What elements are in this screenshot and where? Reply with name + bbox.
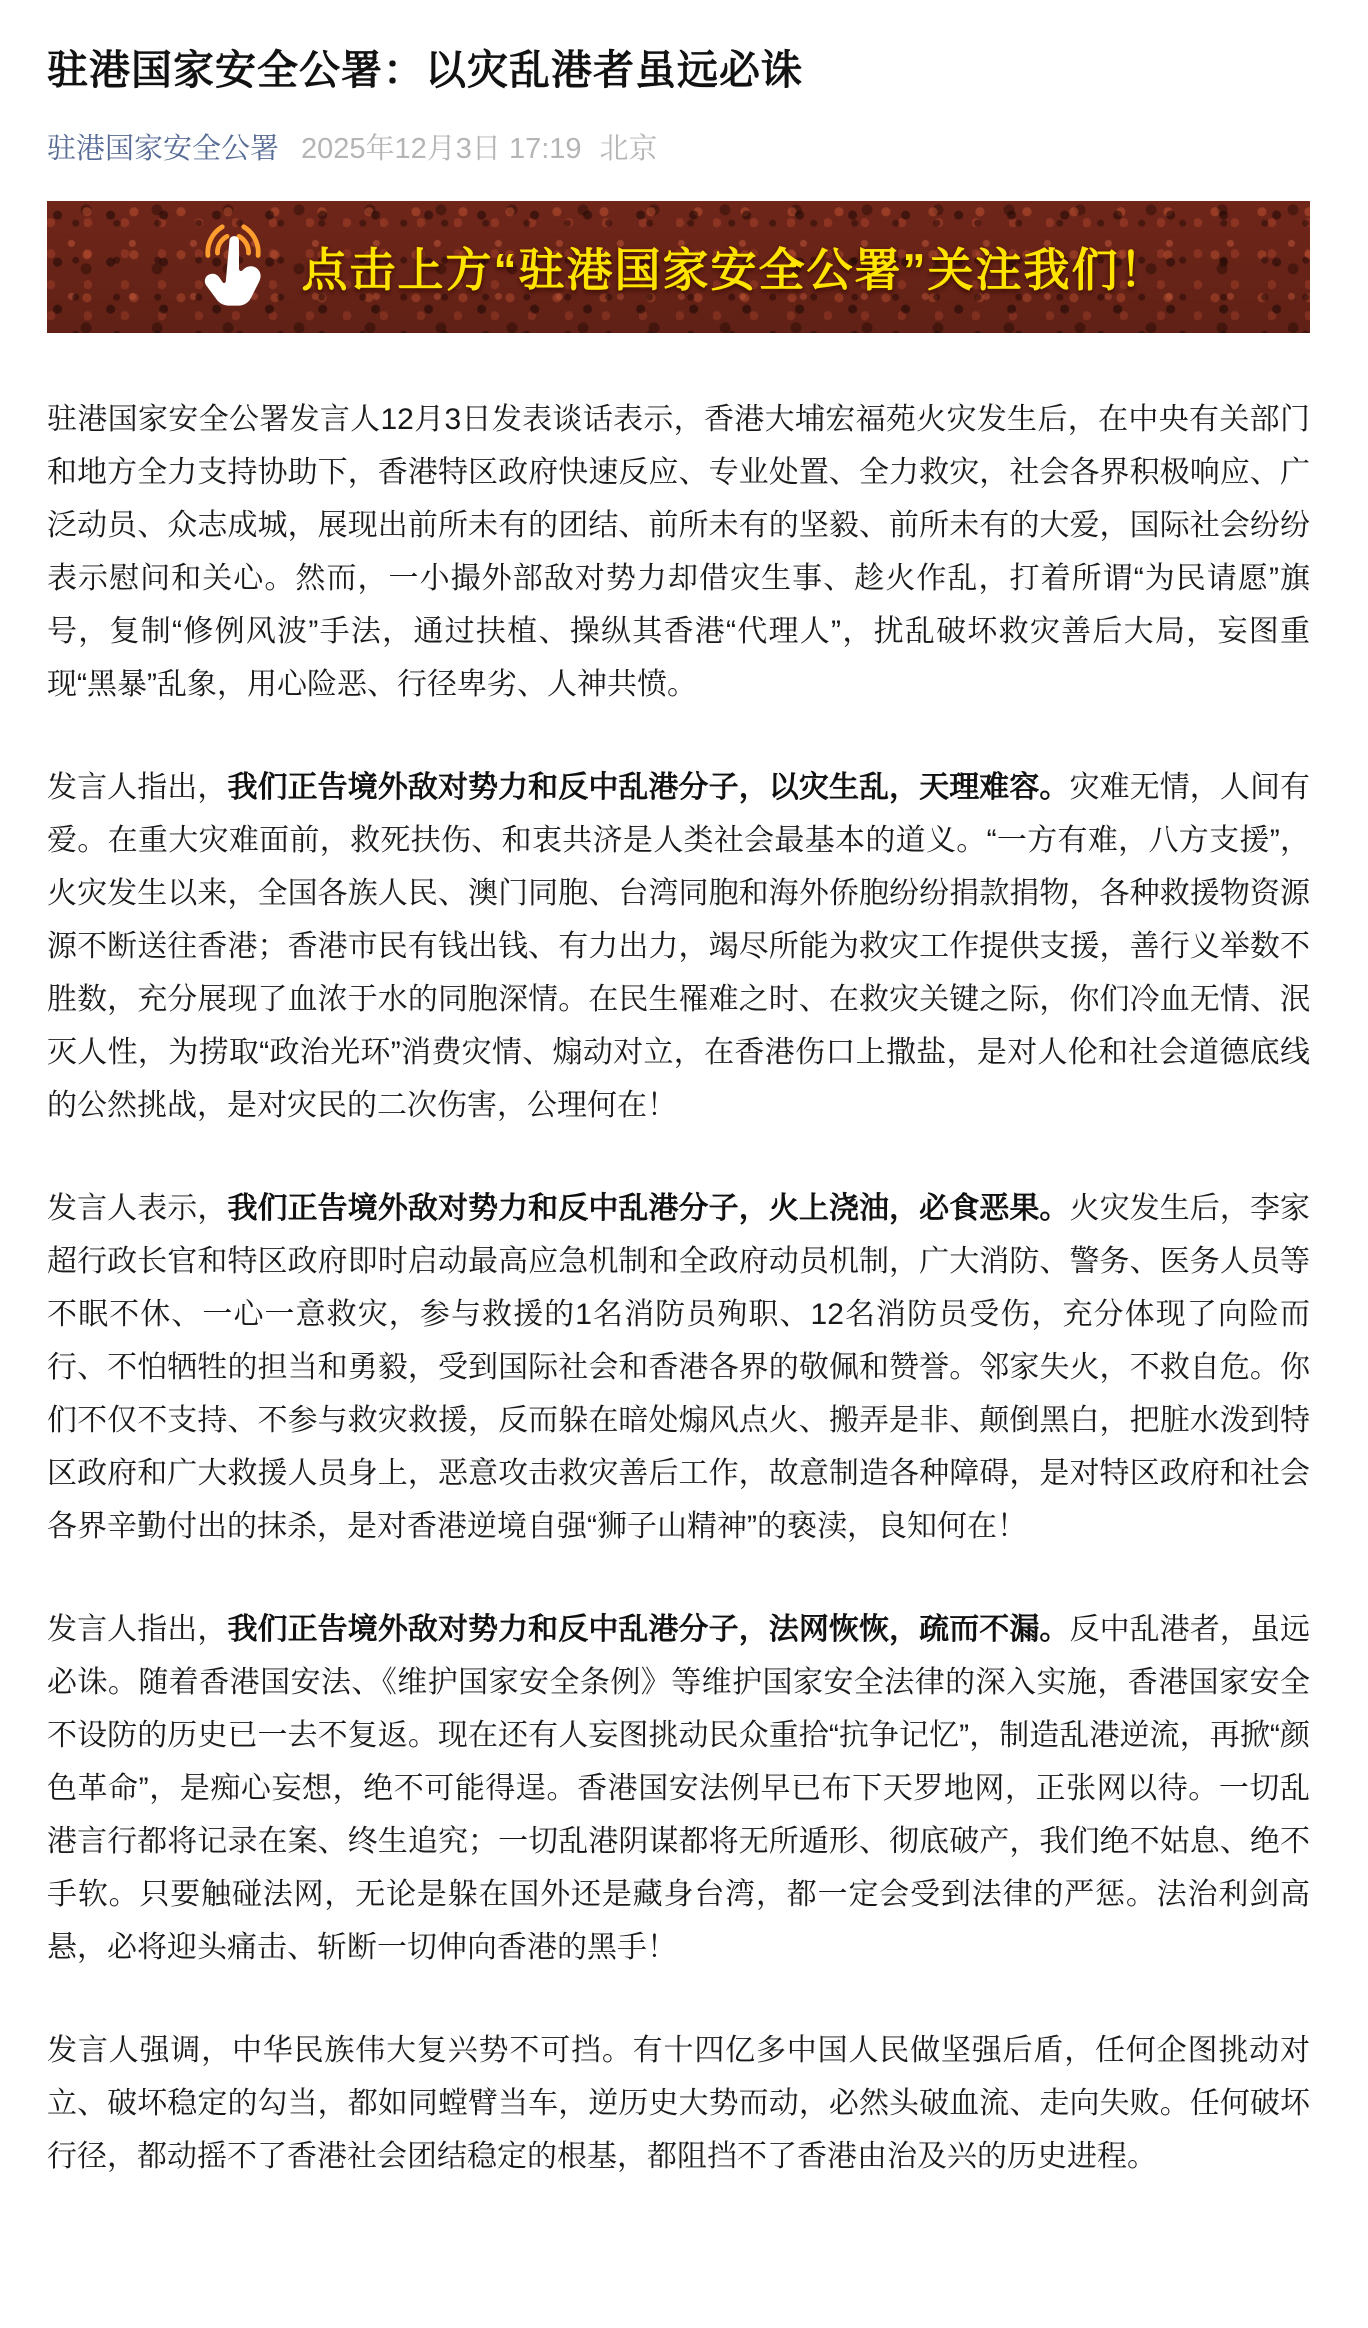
emphasis-text: 我们正告境外敌对势力和反中乱港分子，火上浇油，必食恶果。	[227, 1192, 1070, 1226]
article-paragraph	[47, 761, 1310, 1132]
article-title: 驻港国家安全公署：以灾乱港者虽远必诛	[47, 47, 803, 93]
body-text: 反中乱港者，虽远必诛。随着香港国安法、《维护国家安全条例》等维护国家安全法律的深入实施，香港国家安全不设防的历史已一去不复返。现在还有人妄图挑动民众重拾“抗争记忆”，制造乱港逆流，再掀“颜色革命”，是痴心妄想，绝不可能得逞。香港国安法例早已布下天罗地网，正张网以待。一切乱港言行都将记录在案、终生追究；一切乱港阴谋都将无所遁形、彻底破产，我们绝不姑息、绝不手软。只要触碰法网，无论是躲在国外还是藏身台湾，都一定会受到法律的严惩。法治利剑高悬，必将迎头痛击、斩断一切伸向香港的黑手！	[47, 1613, 1311, 1965]
body-text: 发言人强调，中华民族伟大复兴势不可挡。有十四亿多中国人民做坚强后盾，任何企图挑动对立、破坏稳定的勾当，都如同螳臂当车，逆历史大势而动，必然头破血流、走向失败。任何破坏行径，都动摇不了香港社会团结稳定的根基，都阻挡不了香港由治及兴的历史进程。	[47, 2034, 1310, 2174]
tap-hand-icon	[190, 217, 276, 313]
body-text: 发言人指出，	[47, 1613, 228, 1647]
emphasis-text: 我们正告境外敌对势力和反中乱港分子，法网恢恢，疏而不漏。	[227, 1613, 1070, 1647]
article-body	[47, 393, 1310, 2183]
body-text: 发言人表示，	[47, 1192, 228, 1226]
body-text: 发言人指出，	[47, 771, 228, 805]
article-paragraph	[47, 1603, 1310, 1974]
emphasis-text: 我们正告境外敌对势力和反中乱港分子，以灾生乱，天理难容。	[227, 771, 1070, 805]
article-paragraph	[47, 1182, 1310, 1553]
account-link[interactable]: 驻港国家安全公署	[47, 133, 280, 166]
body-text: 驻港国家安全公署发言人12月3日发表谈话表示，香港大埔宏福苑火灾发生后，在中央有关部门和地方全力支持协助下，香港特区政府快速反应、专业处置、全力救灾，社会各界积极响应、广泛动员、众志成城，展现出前所未有的团结、前所未有的坚毅、前所未有的大爱，国际社会纷纷表示慰问和关心。然而，一小撮外部敌对势力却借灾生事、趁火作乱，打着所谓“为民请愿”旗号，复制“修例风波”手法，通过扶植、操纵其香港“代理人”，扰乱破坏救灾善后大局，妄图重现“黑暴”乱象，用心险恶、行径卑劣、人神共愤。	[47, 403, 1310, 702]
publish-location: 北京	[599, 133, 658, 166]
article-paragraph	[47, 393, 1310, 711]
follow-banner[interactable]	[47, 201, 1310, 333]
article-meta	[47, 126, 1310, 167]
body-text: 火灾发生后，李家超行政长官和特区政府即时启动最高应急机制和全政府动员机制，广大消防、警务、医务人员等不眠不休、一心一意救灾，参与救援的1名消防员殉职、12名消防员受伤，充分体现了向险而行、不怕牺牲的担当和勇毅，受到国际社会和香港各界的敬佩和赞誉。邻家失火，不救自危。你们不仅不支持、不参与救灾救援，反而躲在暗处煽风点火、搬弄是非、颠倒黑白，把脏水泼到特区政府和广大救援人员身上，恶意攻击救灾善后工作，故意制造各种障碍，是对特区政府和社会各界辛勤付出的抹杀，是对香港逆境自强“狮子山精神”的亵渎，良知何在！	[47, 1192, 1311, 1544]
banner-text: 点击上方“驻港国家安全公署”关注我们！	[301, 244, 1168, 297]
publish-date: 2025年12月3日 17:19	[301, 133, 582, 166]
body-text: 灾难无情，人间有爱。在重大灾难面前，救死扶伤、和衷共济是人类社会最基本的道义。“一方有难，八方支援”，火灾发生以来，全国各族人民、澳门同胞、台湾同胞和海外侨胞纷纷捐款捐物，各种救援物资源源不断送往香港；香港市民有钱出钱、有力出力，竭尽所能为救灾工作提供支援，善行义举数不胜数，充分展现了血浓于水的同胞深情。在民生罹难之时、在救灾关键之际，你们冷血无情、泯灭人性，为捞取“政治光环”消费灾情、煽动对立，在香港伤口上撒盐，是对人伦和社会道德底线的公然挑战，是对灾民的二次伤害，公理何在！	[47, 771, 1311, 1123]
article-paragraph	[47, 2024, 1310, 2183]
